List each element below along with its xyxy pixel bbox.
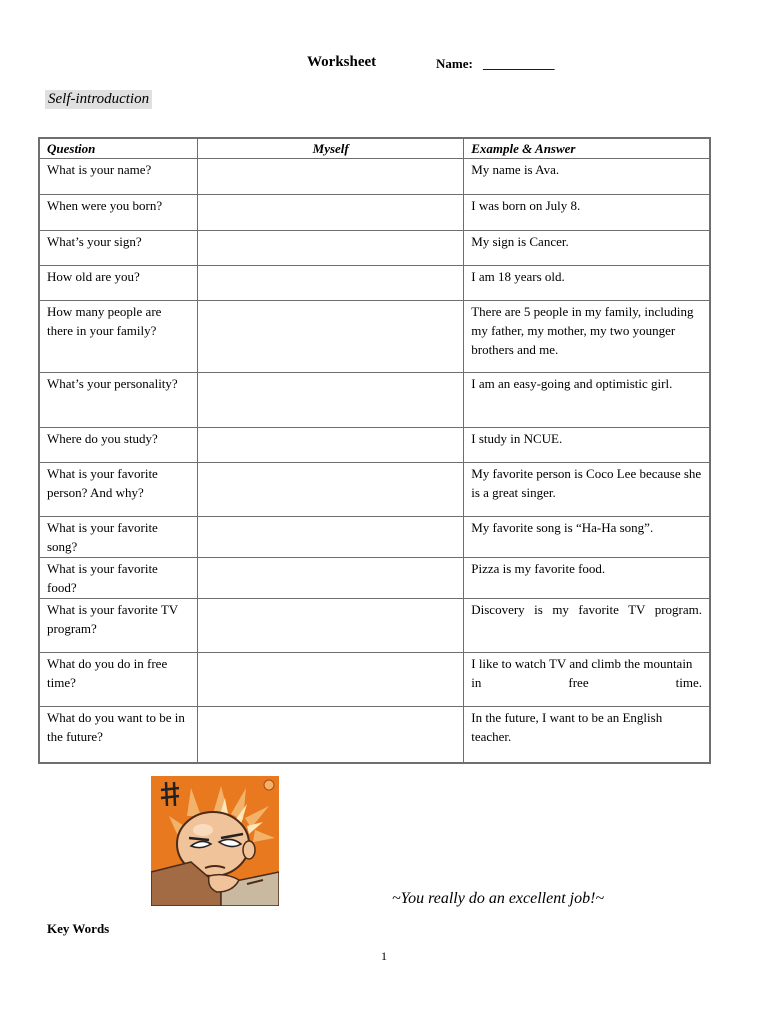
answer-cell: I am an easy-going and optimistic girl. [464,373,710,428]
myself-cell[interactable] [198,301,464,373]
myself-cell[interactable] [198,599,464,653]
myself-cell[interactable] [198,266,464,301]
page-header [0,54,768,78]
question-cell: When were you born? [39,195,198,231]
page-number: 1 [381,949,387,963]
question-cell: What do you want to be in the future? [39,707,198,763]
question-cell: What’s your personality? [39,373,198,428]
section-title: Self-introduction [45,90,152,109]
column-header-answer: Example & Answer [464,138,710,159]
table-row [39,653,710,707]
table-row [39,428,710,463]
self-introduction-table [38,137,711,764]
praise-text: ~You really do an excellent job!~ [392,890,605,907]
myself-cell[interactable] [198,231,464,266]
myself-cell[interactable] [198,653,464,707]
table-row [39,231,710,266]
myself-cell[interactable] [198,463,464,517]
myself-cell[interactable] [198,195,464,231]
question-cell: What is your favorite TV program? [39,599,198,653]
answer-cell: I am 18 years old. [464,266,710,301]
myself-cell[interactable] [198,159,464,195]
worksheet-title: Worksheet [307,54,377,70]
table-row [39,195,710,231]
table-row [39,517,710,558]
answer-cell: I like to watch TV and climb the mountain in free time. [464,653,710,707]
question-cell: Where do you study? [39,428,198,463]
name-label: Name: [436,56,473,71]
table-row [39,159,710,195]
answer-cell: I was born on July 8. [464,195,710,231]
question-cell: What is your favorite person? And why? [39,463,198,517]
answer-cell: My sign is Cancer. [464,231,710,266]
table-row [39,599,710,653]
key-words-heading: Key Words [47,921,110,936]
table-row [39,266,710,301]
column-header-question: Question [39,138,198,159]
answer-cell: In the future, I want to be an English teacher. [464,707,710,763]
answer-cell: My favorite person is Coco Lee because she is a great singer. [464,463,710,517]
answer-cell: Pizza is my favorite food. [464,558,710,599]
table-header-row [39,138,710,159]
question-cell: How old are you? [39,266,198,301]
table-row [39,463,710,517]
answer-cell: My favorite song is “Ha-Ha song”. [464,517,710,558]
answer-cell: There are 5 people in my family, including my father, my mother, my two younger brothers and me. [464,301,710,373]
table-row [39,301,710,373]
table-row [39,707,710,763]
question-cell: How many people are there in your family? [39,301,198,373]
myself-cell[interactable] [198,517,464,558]
myself-cell[interactable] [198,707,464,763]
answer-cell: I study in NCUE. [464,428,710,463]
question-cell: What is your favorite song? [39,517,198,558]
answer-cell: My name is Ava. [464,159,710,195]
question-cell: What is your favorite food? [39,558,198,599]
column-header-myself: Myself [198,138,464,159]
table-row [39,373,710,428]
name-blank: ___________ [483,56,555,71]
question-cell: What’s your sign? [39,231,198,266]
myself-cell[interactable] [198,373,464,428]
angry-bald-cartoon-icon [151,776,279,906]
question-cell: What do you do in free time? [39,653,198,707]
question-cell: What is your name? [39,159,198,195]
myself-cell[interactable] [198,428,464,463]
answer-cell: Discovery is my favorite TV program. [464,599,710,653]
myself-cell[interactable] [198,558,464,599]
table-row [39,558,710,599]
